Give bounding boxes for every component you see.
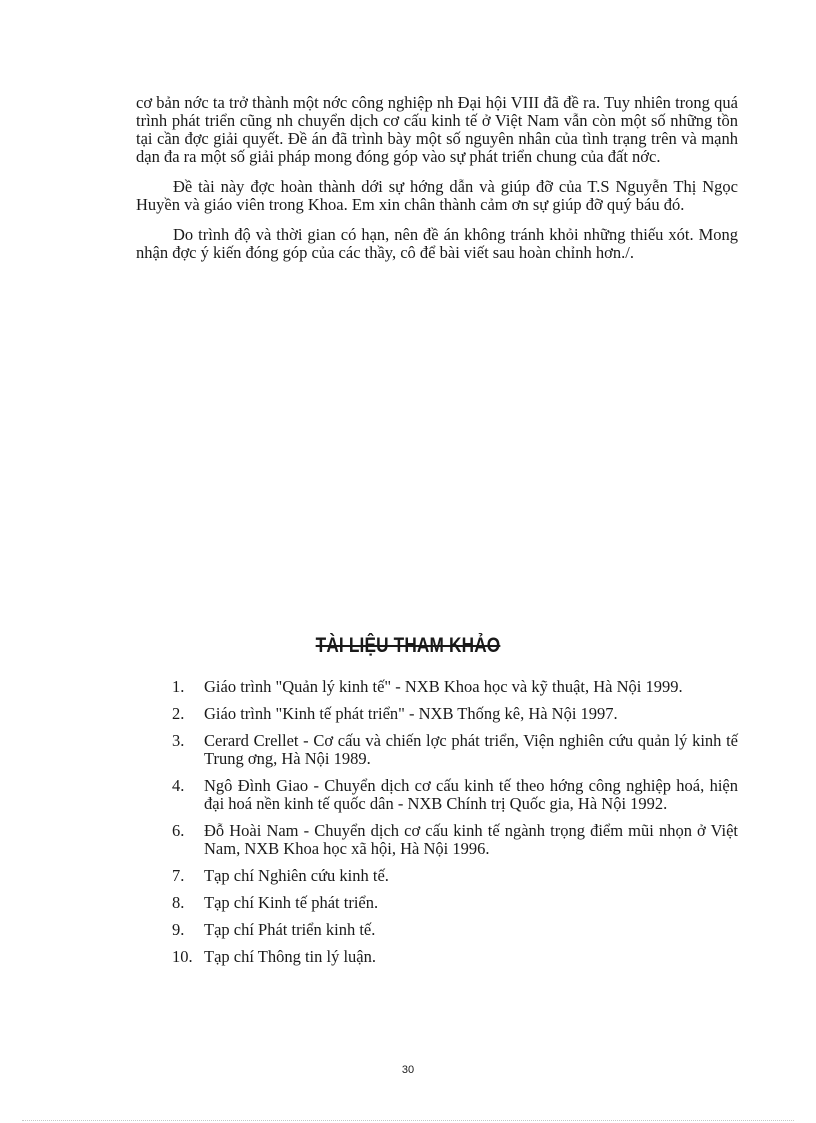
paragraph-1: cơ bản nớc ta trở thành một nớc công nghiệp nh Đại hội VIII đã đề ra. Tuy nhiên trong quá trình phát triển cũng nh chuyển dịch cơ cấu kinh tế ở Việt Nam vẫn còn một số những tồn tại cần đợc giải quyết. Đề án đã trình bày một số nguyên nhân của tình trạng trên và mạnh dạn đa ra một số giải pháp mong đóng góp vào sự phát triển chung của đất nớc. [136,93,738,166]
reference-number: 6. [172,821,185,840]
reference-item [172,867,738,885]
reference-text: Tạp chí Thông tin lý luận. [204,947,377,966]
paragraph-3: Do trình độ và thời gian có hạn, nên đề án không tránh khỏi những thiếu xót. Mong nhận đợc ý kiến đóng góp của các thầy, cô để bài viết sau hoàn chỉnh hơn./. [136,225,738,262]
reference-text: Giáo trình "Kinh tế phát triển" - NXB Thống kê, Hà Nội 1997. [204,704,618,723]
paragraph-2: Đề tài này đợc hoàn thành dới sự hớng dẫn và giúp đỡ của T.S Nguyễn Thị Ngọc Huyền và giáo viên trong Khoa. Em xin chân thành cảm ơn sự giúp đỡ quý báu đó. [136,177,738,214]
reference-item [172,678,738,696]
reference-text: Tạp chí Nghiên cứu kinh tế. [204,866,389,885]
reference-item [172,921,738,939]
reference-item [172,894,738,912]
reference-number: 7. [172,866,185,885]
reference-text: Cerard Crellet - Cơ cấu và chiến lợc phát triển, Viện nghiên cứu quản lý kinh tế Trung ơng, Hà Nội 1989. [204,731,738,768]
page-number: 30 [401,1064,415,1076]
reference-number: 9. [172,920,185,939]
references-list [172,678,738,975]
reference-item [172,948,738,966]
reference-item [172,705,738,723]
reference-number: 4. [172,776,185,795]
reference-text: Tạp chí Kinh tế phát triển. [204,893,379,912]
reference-item [172,822,738,858]
page-bottom-divider [22,1120,794,1121]
reference-number: 1. [172,677,185,696]
reference-number: 10. [172,947,193,966]
references-title [73,634,742,658]
reference-number: 3. [172,731,185,750]
reference-text: Ngô Đình Giao - Chuyển dịch cơ cấu kinh tế theo hớng công nghiệp hoá, hiện đại hoá nền kinh tế quốc dân - NXB Chính trị Quốc gia, Hà Nội 1992. [204,776,738,813]
reference-text: Đỗ Hoài Nam - Chuyển dịch cơ cấu kinh tế ngành trọng điểm mũi nhọn ở Việt Nam, NXB Khoa học xã hội, Hà Nội 1996. [204,821,738,858]
reference-item [172,777,738,813]
reference-text: Tạp chí Phát triển kinh tế. [204,920,376,939]
reference-item [172,732,738,768]
reference-number: 8. [172,893,185,912]
reference-number: 2. [172,704,185,723]
conclusion-text [136,94,738,274]
reference-text: Giáo trình "Quản lý kinh tế" - NXB Khoa học và kỹ thuật, Hà Nội 1999. [204,677,683,696]
references-title-text: TÀI LIỆU THAM KHẢO [315,634,501,657]
